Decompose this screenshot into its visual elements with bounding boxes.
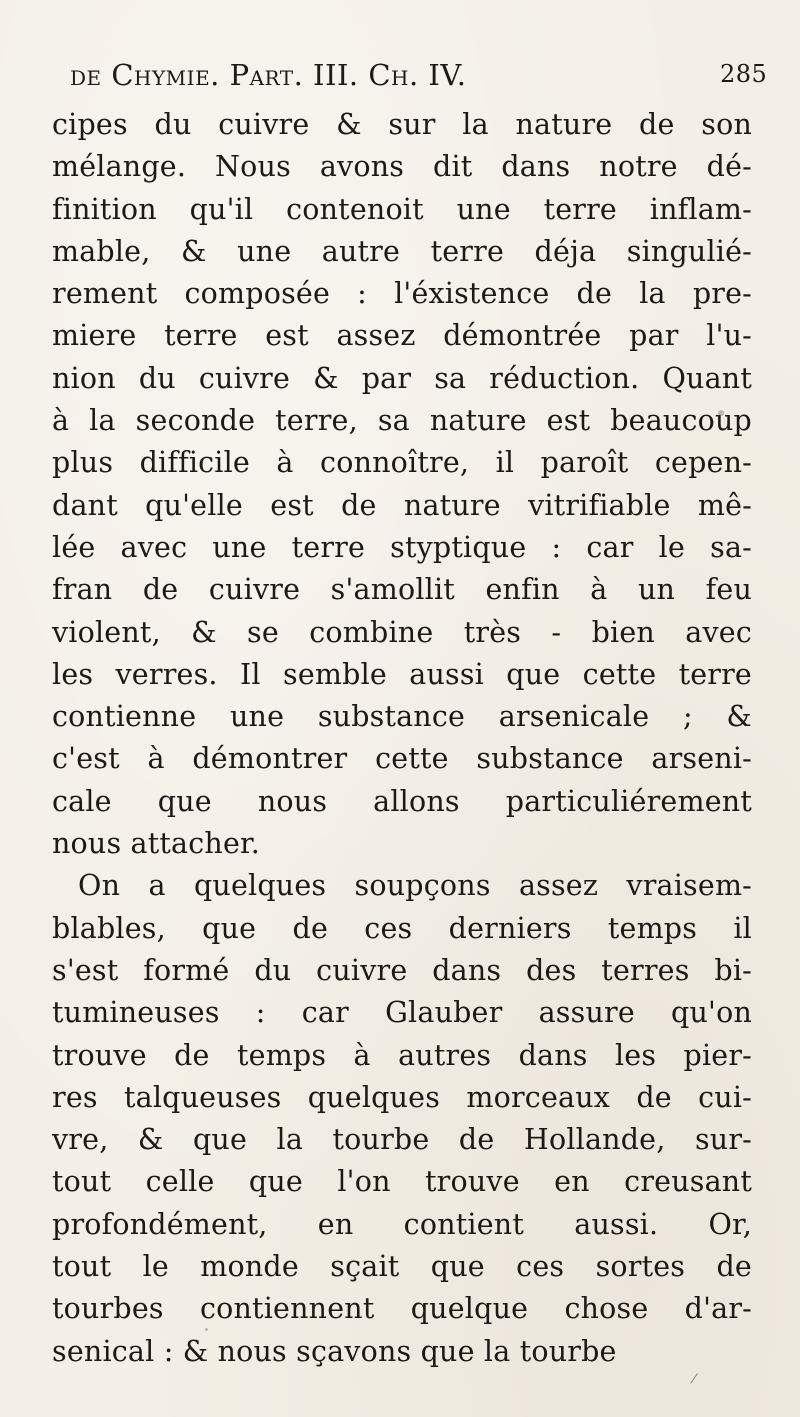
ink-speck xyxy=(718,410,724,416)
text-line: trouve de temps à autres dans les pier- xyxy=(52,1038,752,1072)
text-line: à la seconde terre, sa nature est beaucoup xyxy=(52,404,752,438)
text-line: lée avec une terre styptique : car le sa- xyxy=(52,530,752,564)
text-line: mélange. Nous avons dit dans notre dé- xyxy=(52,150,752,184)
text-line: nion du cuivre & par sa réduction. Quant xyxy=(52,361,752,395)
text-line: senical : & nous sçavons que la tourbe xyxy=(52,1334,617,1368)
running-title: de Chymie. Part. III. Ch. IV. xyxy=(70,58,467,92)
text-line: plus difficile à connoître, il paroît cepen- xyxy=(52,446,752,480)
text-line: mable, & une autre terre déja singulié- xyxy=(52,234,752,268)
text-line: dant qu'elle est de nature vitrifiable mê- xyxy=(52,488,752,522)
text-line: res talqueuses quelques morceaux de cui- xyxy=(52,1080,752,1114)
text-line: c'est à démontrer cette substance arseni- xyxy=(52,742,752,776)
text-line: cale que nous allons particuliérement xyxy=(52,784,752,818)
text-line: s'est formé du cuivre dans des terres bi- xyxy=(52,953,752,987)
text-line: les verres. Il semble aussi que cette terre xyxy=(52,657,752,691)
page-header xyxy=(50,58,768,102)
text-line: profondément, en contient aussi. Or, xyxy=(52,1207,752,1241)
text-line: tourbes contiennent quelque chose d'ar- xyxy=(52,1292,752,1326)
body-text xyxy=(52,104,752,1373)
text-line: cipes du cuivre & sur la nature de son xyxy=(52,108,752,141)
text-line: On a quelques soupçons assez vraisem- xyxy=(78,869,752,903)
text-line: violent, & se combine très - bien avec xyxy=(52,615,752,649)
text-line: vre, & que la tourbe de Hollande, sur- xyxy=(52,1123,752,1157)
text-line: tout le monde sçait que ces sortes de xyxy=(52,1250,752,1284)
ink-speck xyxy=(205,1328,208,1331)
text-line: fran de cuivre s'amollit enfin à un feu xyxy=(52,573,752,607)
page-number: 285 xyxy=(720,60,768,88)
text-line: blables, que de ces derniers temps il xyxy=(52,911,752,945)
text-line: finition qu'il contenoit une terre inflam- xyxy=(52,192,752,226)
text-line: rement composée : l'éxistence de la pre- xyxy=(52,277,752,311)
text-line: tout celle que l'on trouve en creusant xyxy=(52,1165,752,1199)
text-line: nous attacher. xyxy=(52,827,260,861)
text-line: tumineuses : car Glauber assure qu'on xyxy=(52,996,752,1030)
pencil-mark xyxy=(690,1373,698,1383)
text-line: contienne une substance arsenicale ; & xyxy=(52,700,752,734)
text-line: miere terre est assez démontrée par l'u- xyxy=(52,319,752,353)
